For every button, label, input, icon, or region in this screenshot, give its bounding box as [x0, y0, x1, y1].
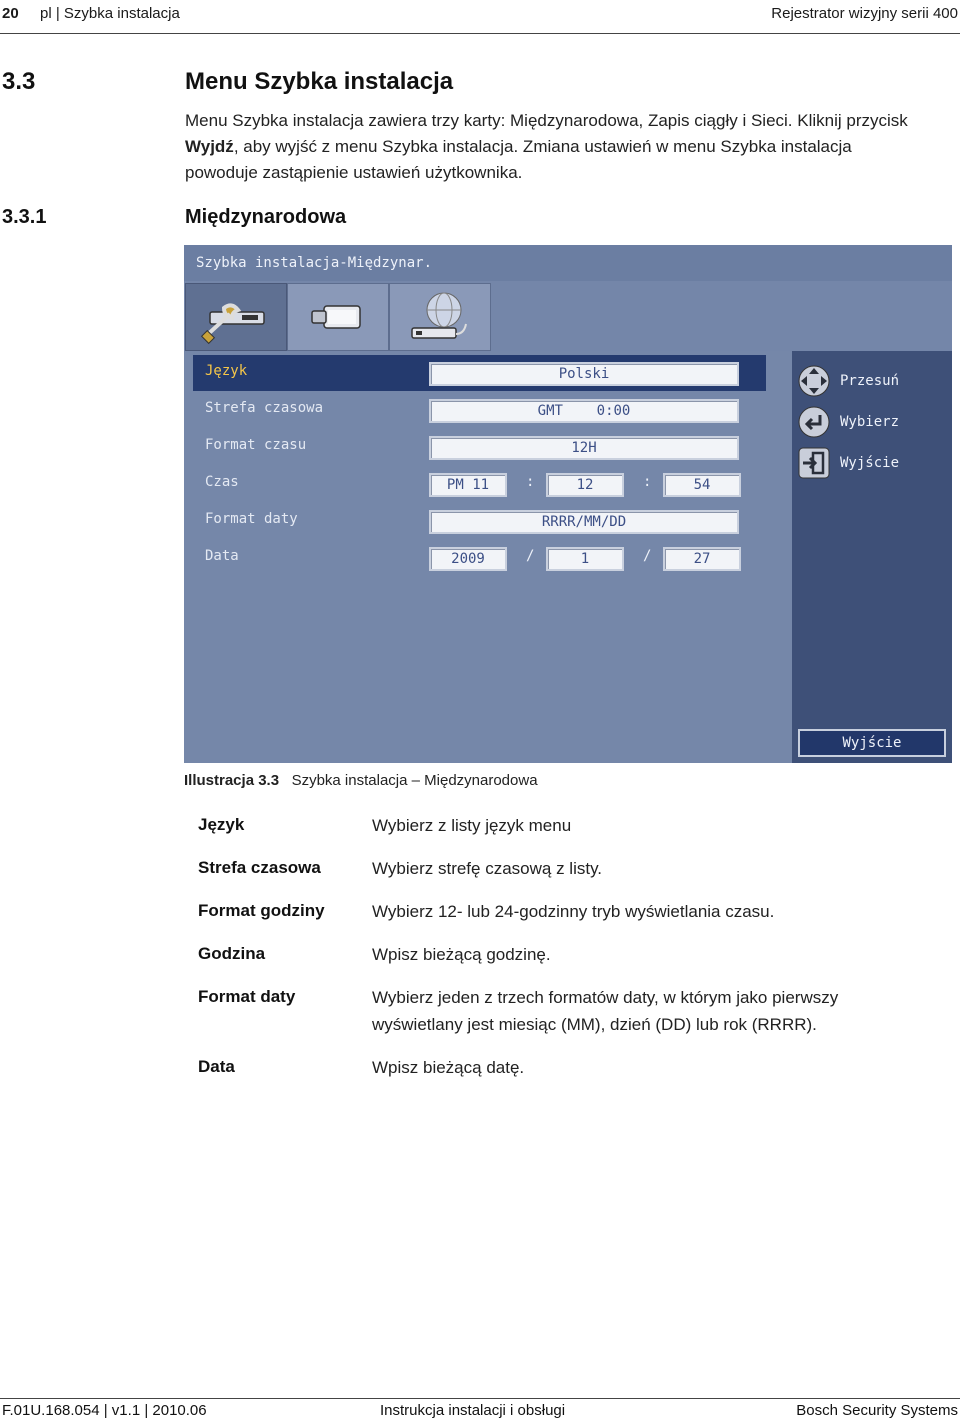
- minute-field[interactable]: 12: [546, 473, 624, 497]
- month-field[interactable]: 1: [546, 547, 624, 571]
- desc-date-format: Wybierz jeden z trzech formatów daty, w którym jako pierwszy wyświetlany jest miesiąc (MM), dzień (DD) lub rok (RRRR).: [372, 988, 839, 1034]
- term-language: Język: [198, 815, 245, 834]
- year-field[interactable]: 2009: [429, 547, 507, 571]
- section-number: 3.3: [2, 68, 36, 95]
- row-label: Strefa czasowa: [205, 400, 324, 416]
- figure-caption: Illustracja 3.3 Szybka instalacja – Międzynarodowa: [184, 772, 538, 789]
- term-timezone: Strefa czasowa: [198, 858, 321, 877]
- desc-language: Wybierz z listy język menu: [372, 816, 572, 835]
- screen-title: Szybka instalacja-Międzynar.: [184, 245, 952, 281]
- term-date-format: Format daty: [198, 987, 296, 1006]
- hour-field[interactable]: PM 11: [429, 473, 507, 497]
- row-timezone[interactable]: [193, 392, 766, 428]
- enter-icon: [798, 406, 830, 438]
- row-date-format[interactable]: [193, 503, 766, 539]
- exit-button[interactable]: Wyjście: [798, 729, 946, 757]
- dvr-wrench-icon: [186, 284, 286, 350]
- term-hour: Godzina: [198, 944, 266, 963]
- row-label: Data: [205, 548, 239, 564]
- term-date: Data: [198, 1057, 235, 1076]
- time-format-field[interactable]: 12H: [429, 436, 739, 460]
- desc-hour-format: Wybierz 12- lub 24-godzinny tryb wyświetlania czasu.: [372, 902, 775, 921]
- term-hour-format: Format godziny: [198, 901, 325, 920]
- row-date[interactable]: [193, 540, 766, 576]
- screen-body: [184, 281, 952, 763]
- desc-hour: Wpisz bieżącą godzinę.: [372, 945, 551, 964]
- desc-date: Wpisz bieżącą datę.: [372, 1058, 525, 1077]
- row-time-format[interactable]: [193, 429, 766, 465]
- subsection-title: Międzynarodowa: [185, 206, 347, 228]
- section-intro: Menu Szybka instalacja zawiera trzy karty: Międzynarodowa, Zapis ciągły i Sieci. Kliknij przycisk Wyjdź, aby wyjść z menu Szybka instalacja. Zmiana ustawień w menu Szybka instalacja powoduje zastąpienie ustawień użytkownika.: [185, 111, 908, 182]
- network-globe-icon: [390, 284, 490, 350]
- row-time[interactable]: [193, 466, 766, 502]
- footer-rule: [0, 1398, 960, 1399]
- tab-international[interactable]: [185, 283, 287, 351]
- row-label: Format daty: [205, 511, 298, 527]
- tab-recording[interactable]: [287, 283, 389, 351]
- footer-doc-id: F.01U.168.054 | v1.1 | 2010.06: [2, 1402, 207, 1419]
- desc-timezone: Wybierz strefę czasową z listy.: [372, 859, 603, 878]
- time-separator: :: [643, 474, 652, 490]
- camera-icon: [288, 284, 388, 350]
- page-number: 20: [2, 5, 19, 22]
- subsection-number: 3.3.1: [2, 206, 47, 228]
- settings-panel: [184, 351, 792, 763]
- row-label: Język: [205, 363, 248, 379]
- dpad-icon: [798, 365, 830, 397]
- header-section: pl | Szybka instalacja: [40, 5, 180, 22]
- row-language[interactable]: [193, 355, 766, 391]
- tab-network[interactable]: [389, 283, 491, 351]
- timezone-field[interactable]: GMT 0:00: [429, 399, 739, 423]
- exit-icon: [798, 447, 830, 479]
- date-separator: /: [643, 548, 652, 564]
- time-separator: :: [526, 474, 535, 490]
- footer-company: Bosch Security Systems: [796, 1402, 958, 1419]
- header-product: Rejestrator wizyjny serii 400: [771, 5, 958, 22]
- day-field[interactable]: 27: [663, 547, 741, 571]
- footer-doc-title: Instrukcja instalacji i obsługi: [380, 1402, 566, 1419]
- date-format-field[interactable]: RRRR/MM/DD: [429, 510, 739, 534]
- action-panel: Przesuń Wybierz Wyjście Wyjście: [792, 351, 952, 763]
- dvr-screenshot: [184, 245, 952, 763]
- row-label: Czas: [205, 474, 239, 490]
- section-title: Menu Szybka instalacja: [185, 68, 454, 95]
- row-label: Format czasu: [205, 437, 307, 453]
- header-rule: [0, 33, 960, 34]
- date-separator: /: [526, 548, 535, 564]
- second-field[interactable]: 54: [663, 473, 741, 497]
- language-field[interactable]: Polski: [429, 362, 739, 386]
